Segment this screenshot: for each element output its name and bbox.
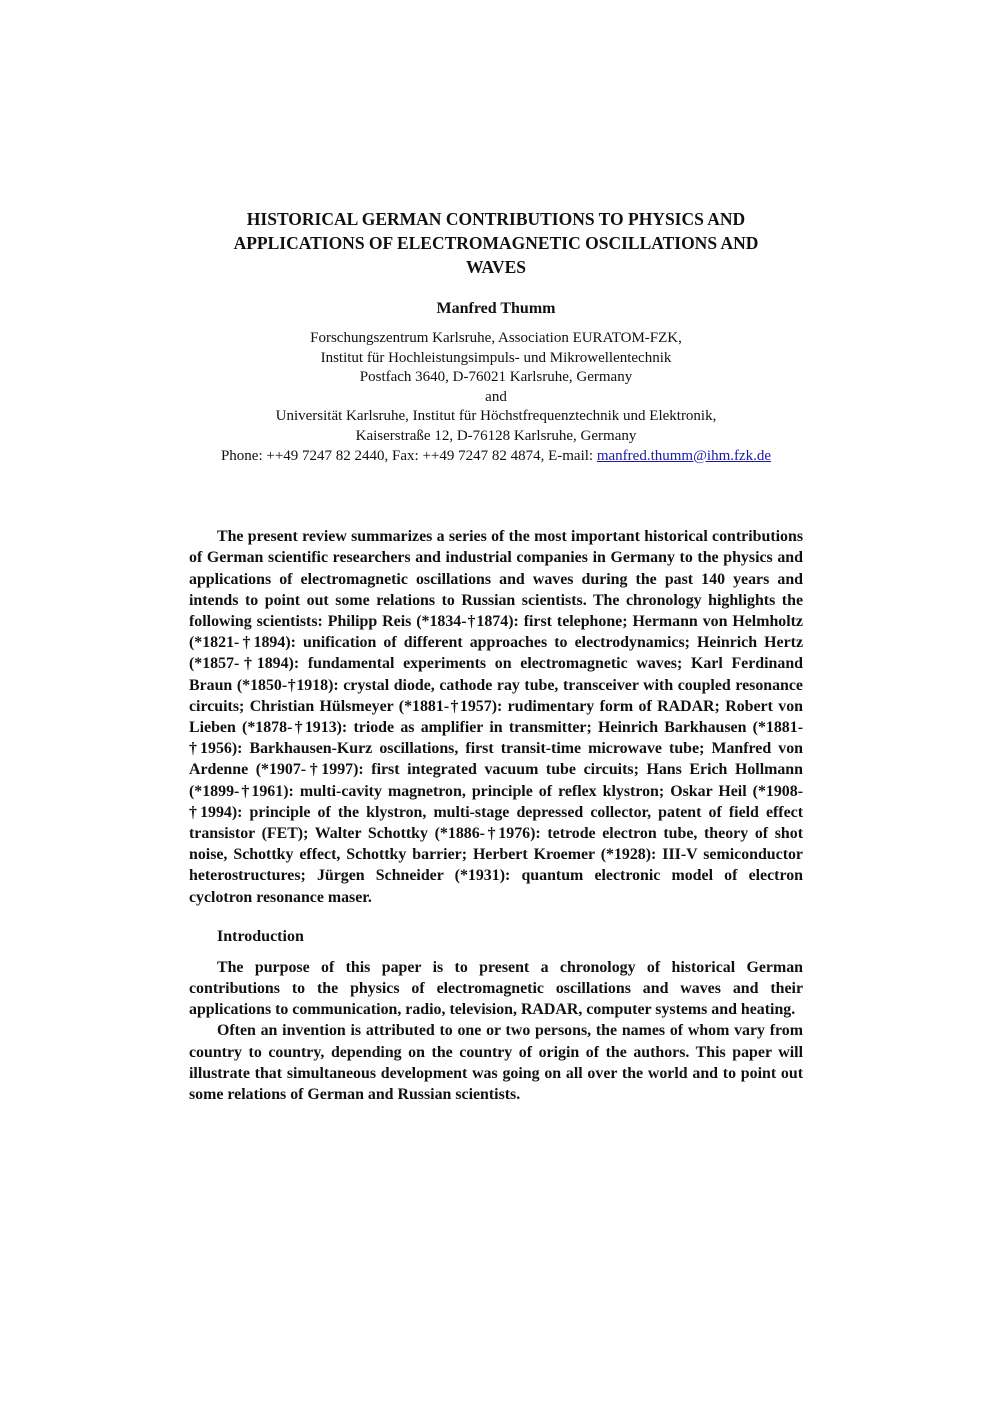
title-line-2: APPLICATIONS OF ELECTROMAGNETIC OSCILLATIONS AND <box>233 233 759 253</box>
email-link[interactable]: manfred.thumm@ihm.fzk.de <box>596 447 772 464</box>
affiliation-line-6: Kaiserstraße 12, D-76128 Karlsruhe, Germany <box>355 427 637 444</box>
title-line-3: WAVES <box>466 257 526 277</box>
author-name: Manfred Thumm <box>436 300 556 317</box>
affiliation-line-3: Postfach 3640, D-76021 Karlsruhe, Germany <box>359 369 633 386</box>
contact-line <box>189 447 803 467</box>
affiliation-block <box>189 329 803 466</box>
affiliation-line-2: Institut für Hochleistungsimpuls- und Mikrowellentechnik <box>320 349 672 366</box>
contact-prefix: Phone: ++49 7247 82 2440, Fax: ++49 7247 82 4874, E-mail: <box>220 447 597 464</box>
paper-title <box>189 207 803 279</box>
section-heading-introduction: Introduction <box>217 927 304 945</box>
title-line-1: HISTORICAL GERMAN CONTRIBUTIONS TO PHYSICS AND <box>246 209 746 229</box>
introduction-paragraph-1: The purpose of this paper is to present a chronology of historical German contributions to the physics of electromagnetic oscillations and waves and their applications to communication, radio, television, RADAR, computer systems and heating. <box>189 958 803 1019</box>
introduction-paragraph-2: Often an invention is attributed to one or two persons, the names of whom vary from country to country, depending on the country of origin of the authors. This paper will illustrate that simultaneous development was going on all over the world and to point out some relations of German and Russian scientists. <box>189 1022 803 1104</box>
paper-page <box>189 207 803 1105</box>
affiliation-line-5: Universität Karlsruhe, Institut für Höchstfrequenztechnik und Elektronik, <box>275 408 717 425</box>
affiliation-line-4: and <box>485 388 507 405</box>
abstract-paragraph: The present review summarizes a series of the most important historical contributions of German scientific researchers and industrial companies in Germany to the physics and applications of electromagnetic oscillations and waves during the past 140 years and intends to point out some relations to Russian scientists. The chronology highlights the following scientists: Philipp Reis (*1834-†1874): first telephone; Hermann von Helmholtz (*1821-†1894): unification of different approaches to electrodynamics; Heinrich Hertz (*1857-†1894): fundamental experiments on electromagnetic waves; Karl Ferdinand Braun (*1850-†1918): crystal diode, cathode ray tube, transceiver with coupled resonance circuits; Christian Hülsmeyer (*1881-†1957): rudimentary form of RADAR; Robert von Lieben (*1878-†1913): triode as amplifier in transmitter; Heinrich Barkhausen (*1881-†1956): Barkhausen-Kurz oscillations, first transit-time microwave tube; Manfred von Ardenne (*1907-†1997): first integrated vacuum tube circuits; Hans Erich Hollmann (*1899-†1961): multi-cavity magnetron, principle of reflex klystron; Oskar Heil (*1908-†1994): principle of the klystron, multi-stage depressed collector, patent of field effect transistor (FET); Walter Schottky (*1886-†1976): tetrode electron tube, theory of shot noise, Schottky effect, Schottky barrier; Herbert Kroemer (*1928): III-V semiconductor heterostructures; Jürgen Schneider (*1931): quantum electronic model of electron cyclotron resonance maser. <box>189 528 803 906</box>
affiliation-line-1: Forschungszentrum Karlsruhe, Association EURATOM-FZK, <box>310 330 682 346</box>
